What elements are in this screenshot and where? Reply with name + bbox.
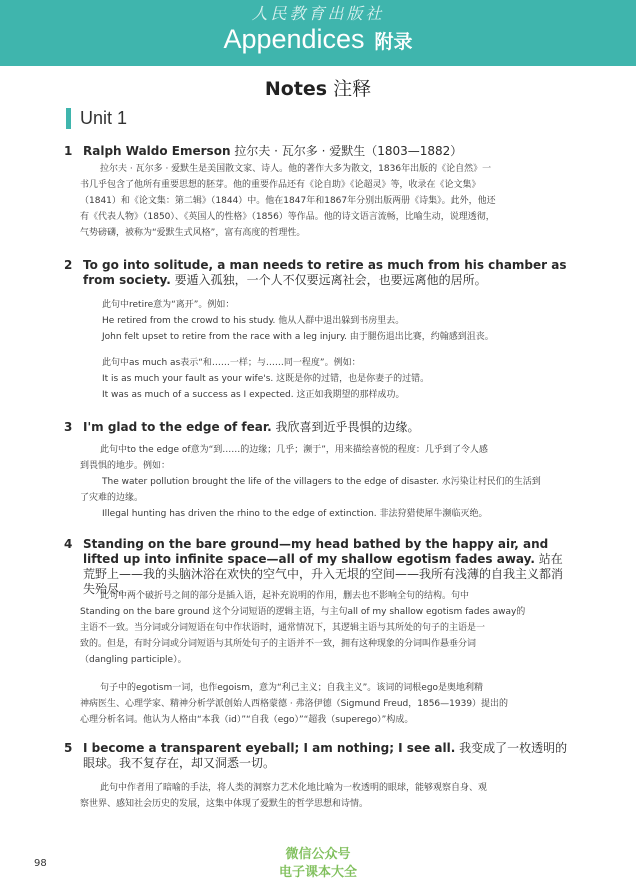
page-header xyxy=(0,0,636,66)
note-line: 此句中retire意为“离开”。例如： xyxy=(102,300,235,310)
note-number: 3 xyxy=(64,420,73,434)
note-heading-en: I'm glad to the edge of fear. xyxy=(83,420,272,434)
note-heading-zh: 拉尔夫 · 瓦尔多 · 爱默生（1803—1882） xyxy=(234,144,463,158)
note-1-heading xyxy=(64,144,574,159)
note-number: 5 xyxy=(64,741,73,755)
watermark xyxy=(0,846,636,881)
note-heading-zh: 我变成了一枚透明的眼球。我不复存在，却又洞悉一切。 xyxy=(83,741,568,770)
note-line: 到畏惧的地步。例如： xyxy=(80,461,171,471)
note-line: 察世界、感知社会历史的发展，这集中体现了爱默生的哲学思想和诗情。 xyxy=(80,799,369,809)
note-number: 4 xyxy=(64,537,73,551)
note-4-body xyxy=(80,588,564,728)
unit-heading xyxy=(66,108,127,129)
note-line: （1841）和《论文集：第二辑》（1844）中。他在1847年和1867年分别出版两册《诗集》。此外，他还 xyxy=(80,196,496,206)
note-3-body xyxy=(80,442,564,522)
note-5-heading xyxy=(64,741,574,771)
note-line: 句子中的egotism一词，也作egoism，意为“利己主义；自我主义”。该词的词根ego是奥地利精 xyxy=(100,683,484,693)
note-line: 此句中两个破折号之间的部分是插入语，起补充说明的作用，删去也不影响全句的结构。句中 xyxy=(100,591,470,601)
note-3-heading xyxy=(64,420,574,435)
note-line: He retired from the crowd to his study. 他从人群中退出躲到书房里去。 xyxy=(102,316,405,326)
note-line: 此句中作者用了暗喻的手法，将人类的洞察力艺术化地比喻为一枚透明的眼球，能够观察自身、观 xyxy=(100,783,488,793)
page-number: 98 xyxy=(34,858,47,869)
page-title-zh: 附录 xyxy=(374,31,413,53)
note-heading-en: Standing on the bare ground—my head bathed by the happy air, and lifted up into infinite space—all of my shallow egotism fades away. xyxy=(83,537,549,566)
note-heading-zh: 站在荒野上——我的头脑沐浴在欢快的空气中，升入无垠的空间——我所有浅薄的自我主义都消失殆尽。 xyxy=(83,552,564,596)
note-line: It is as much your fault as your wife's. 这既是你的过错，也是你妻子的过错。 xyxy=(102,374,430,384)
note-2-body xyxy=(80,297,564,403)
notes-title xyxy=(0,74,636,101)
watermark-line-2: 电子课本大全 xyxy=(278,865,357,880)
watermark-line-1: 微信公众号 xyxy=(285,847,351,862)
notes-title-en: Notes xyxy=(264,78,328,100)
note-2-heading xyxy=(64,258,574,288)
unit-label: Unit 1 xyxy=(80,108,128,128)
note-number: 2 xyxy=(64,258,73,272)
note-heading-en: To go into solitude, a man needs to retire as much from his chamber as from society. xyxy=(83,258,567,287)
note-line: It was as much of a success as I expected. 这正如我期望的那样成功。 xyxy=(102,390,405,400)
note-heading-zh: 要遁入孤独，一个人不仅要远离社会，也要远离他的居所。 xyxy=(174,273,487,287)
note-line: 有《代表人物》（1850）、《英国人的性格》（1856）等作品。他的诗文语言流畅，比喻生动，说理透彻， xyxy=(80,212,495,222)
page-title xyxy=(0,24,636,55)
unit-marker-bar xyxy=(66,108,71,129)
note-line: 书几乎包含了他所有重要思想的胚芽。他的重要作品还有《论自助》《论超灵》等，收录在《论文集》 xyxy=(80,180,481,190)
note-line: 气势磅礴，被称为“爱默生式风格”，富有高度的哲理性。 xyxy=(80,228,306,238)
note-line: 神病医生、心理学家、精神分析学派创始人西格蒙德 · 弗洛伊德（Sigmund Freud，1856—1939）提出的 xyxy=(80,699,509,709)
note-heading-en: Ralph Waldo Emerson xyxy=(83,144,231,158)
note-line: 了灾难的边缘。 xyxy=(80,493,144,503)
note-line: 致的。但是，有时分词或分词短语与其所处句子的主语并不一致，拥有这种现象的分词叫作悬垂分词 xyxy=(80,639,477,649)
note-line: 此句中to the edge of意为“到……的边缘；几乎；濒于”，用来描绘喜悦的程度：几乎到了令人感 xyxy=(100,445,488,455)
note-heading-en: I become a transparent eyeball; I am nothing; I see all. xyxy=(83,741,456,755)
note-line: Standing on the bare ground 这个分词短语的逻辑主语，与主句all of my shallow egotism fades away的 xyxy=(80,607,526,617)
note-line: 拉尔夫 · 瓦尔多 · 爱默生是美国散文家、诗人。他的著作大多为散文，1836年出版的《论自然》一 xyxy=(100,164,492,174)
note-line: Illegal hunting has driven the rhino to the edge of extinction. 非法狩猎使犀牛濒临灭绝。 xyxy=(102,509,488,519)
page-title-en: Appendices xyxy=(223,24,365,54)
notes-title-zh: 注释 xyxy=(333,78,372,100)
note-5-body xyxy=(80,780,564,812)
note-1-body xyxy=(80,161,564,241)
note-line: 此句中as much as表示“和……一样；与……同一程度”。例如： xyxy=(102,358,361,368)
note-line: 主语不一致。当分词或分词短语在句中作状语时，通常情况下，其逻辑主语与其所处的句子的主语是一 xyxy=(80,623,486,633)
publisher-logo-text: 人民教育出版社 xyxy=(251,4,385,23)
note-line: The water pollution brought the life of the villagers to the edge of disaster. 水污染让村民们的生活到 xyxy=(102,477,541,487)
note-heading-zh: 我欣喜到近乎畏惧的边缘。 xyxy=(275,420,420,434)
note-line: 心理分析名词。他认为人格由“本我（id）”“自我（ego）”“超我（superego）”构成。 xyxy=(80,715,414,725)
note-line: John felt upset to retire from the race with a leg injury. 由于腿伤退出比赛，约翰感到沮丧。 xyxy=(102,332,494,342)
note-number: 1 xyxy=(64,144,73,158)
note-line: （dangling participle）。 xyxy=(80,655,187,665)
